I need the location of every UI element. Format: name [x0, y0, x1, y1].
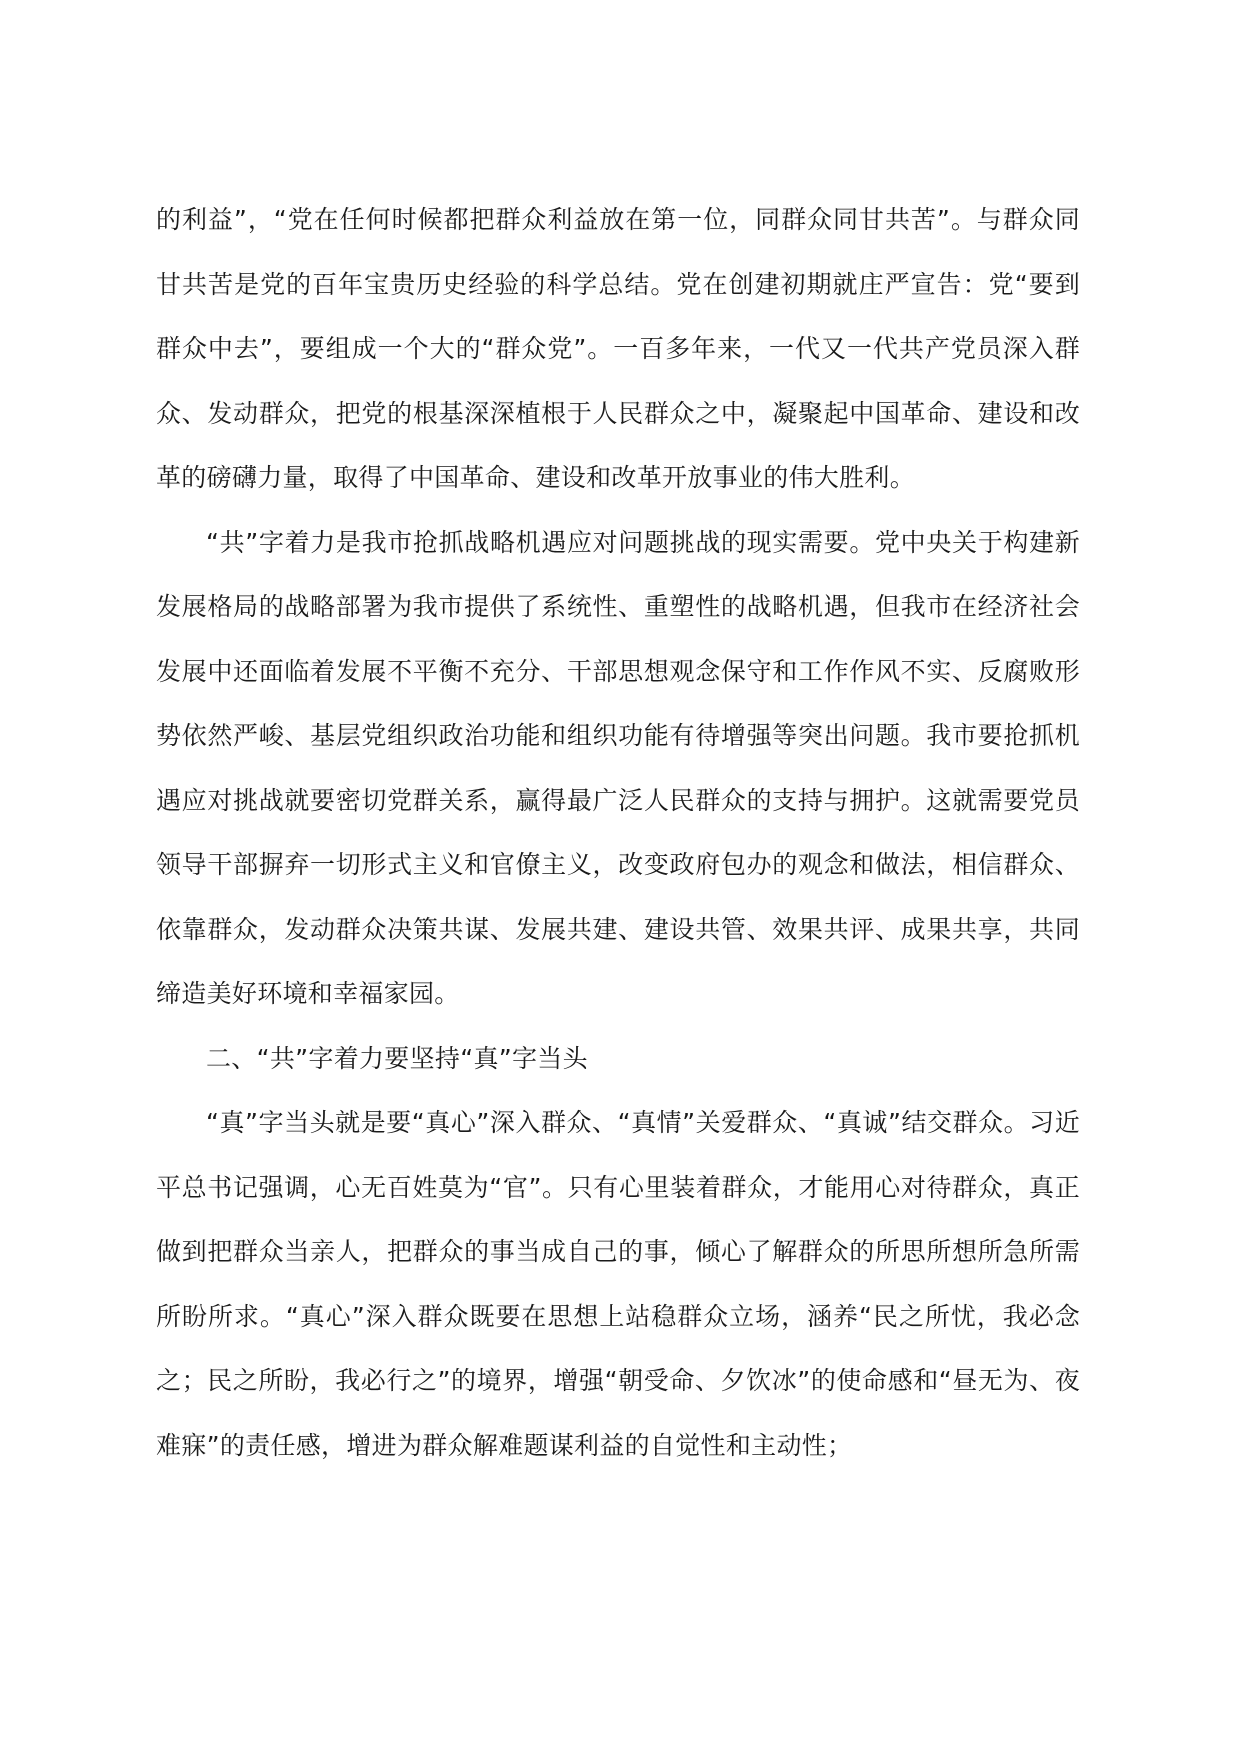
paragraph-1: 的利益”，“党在任何时候都把群众利益放在第一位，同群众同甘共苦”。与群众同甘共苦是党的百年宝贵历史经验的科学总结。党在创建初期就庄严宣告：党“要到群众中去”，要组成一个大的“群众党”。一百多年来，一代又一代共产党员深入群众、发动群众，把党的根基深深植根于人民群众之中，凝聚起中国革命、建设和改革的磅礴力量，取得了中国革命、建设和改革开放事业的伟大胜利。: [156, 205, 1080, 492]
document-body: [156, 188, 1080, 1478]
paragraph-3: “真”字当头就是要“真心”深入群众、“真情”关爱群众、“真诚”结交群众。习近平总书记强调，心无百姓莫为“官”。只有心里装着群众，才能用心对待群众，真正做到把群众当亲人，把群众的事当成自己的事，倾心了解群众的所思所想所急所需所盼所求。“真心”深入群众既要在思想上站稳群众立场，涵养“民之所忧，我必念之；民之所盼，我必行之”的境界，增强“朝受命、夕饮冰”的使命感和“昼无为、夜难寐”的责任感，增进为群众解难题谋利益的自觉性和主动性；: [156, 1108, 1080, 1460]
paragraph-2: “共”字着力是我市抢抓战略机遇应对问题挑战的现实需要。党中央关于构建新发展格局的战略部署为我市提供了系统性、重塑性的战略机遇，但我市在经济社会发展中还面临着发展不平衡不充分、干部思想观念保守和工作作风不实、反腐败形势依然严峻、基层党组织政治功能和组织功能有待增强等突出问题。我市要抢抓机遇应对挑战就要密切党群关系，赢得最广泛人民群众的支持与拥护。这就需要党员领导干部摒弃一切形式主义和官僚主义，改变政府包办的观念和做法，相信群众、依靠群众，发动群众决策共谋、发展共建、建设共管、效果共评、成果共享，共同缔造美好环境和幸福家园。: [156, 527, 1080, 1008]
section-heading: 二、“共”字着力要坚持“真”字当头: [206, 1043, 588, 1073]
